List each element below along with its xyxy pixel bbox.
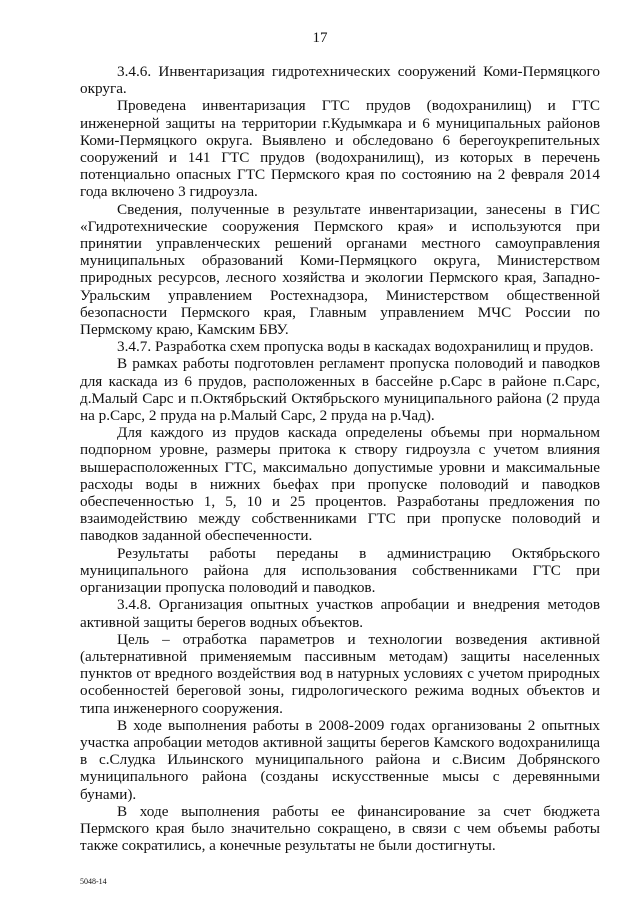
- section-heading-3-4-8: 3.4.8. Организация опытных участков апробации и внедрения методов активной защиты берегов водных объектов.: [80, 596, 600, 631]
- paragraph: Для каждого из прудов каскада определены объемы при нормальном подпорном уровне, размеры притока к створу гидроузла с учетом влияния вышерасположенных ГТС, максимально допустимые уровни и максимальные расходы воды в нижних бьефах при пропуске половодий и паводков обеспеченностью 1, 5, 10 и 25 процентов. Разработаны предложения по взаимодействию между собственниками ГТС при пропуске половодий и паводков заданной обеспеченности.: [80, 424, 600, 545]
- document-code: 5048-14: [80, 877, 107, 886]
- document-body: [80, 63, 600, 854]
- paragraph: Цель – отработка параметров и технологии возведения активной (альтернативной применяемым пассивным методам) защиты населенных пунктов от вредного воздействия вод в натурных условиях с учетом природных особенностей береговой зоны, гидрологического режима водных объектов и типа инженерного сооружения.: [80, 630, 600, 717]
- paragraph: Сведения, полученные в результате инвентаризации, занесены в ГИС «Гидротехнические сооружения Пермского края» и используются при принятии управленческих решений органами местного самоуправления муниципальных образований Коми-Пермяцкого округа, Министерством природных ресурсов, лесного хозяйства и экологии Пермского края, Западно-Уральским управлением Ростехнадзора, Министерством общественной безопасности Пермского края, Главным управлением МЧС России по Пермскому краю, Камским БВУ.: [80, 200, 600, 339]
- section-heading-3-4-6: 3.4.6. Инвентаризация гидротехнических сооружений Коми-Пермяцкого округа.: [80, 63, 600, 98]
- paragraph: В рамках работы подготовлен регламент пропуска половодий и паводков для каскада из 6 прудов, расположенных в бассейне р.Сарс в районе п.Сарс, д.Малый Сарс и п.Октябрьский Октябрьского муниципального района (2 пруда на р.Сарс, 2 пруда на р.Малый Сарс, 2 пруда на р.Чад).: [80, 355, 600, 425]
- paragraph: В ходе выполнения работы ее финансирование за счет бюджета Пермского края было значительно сокращено, в связи с чем объемы работы также сократились, а конечные результаты не были достигнуты.: [80, 802, 600, 855]
- paragraph: В ходе выполнения работы в 2008-2009 годах организованы 2 опытных участка апробации методов активной защиты берегов Камского водохранилища в с.Слудка Ильинского муниципального района и с.Висим Добрянского муниципального района (созданы искусственные мысы с деревянными бунами).: [80, 716, 600, 803]
- section-heading-3-4-7: 3.4.7. Разработка схем пропуска воды в каскадах водохранилищ и прудов.: [117, 338, 594, 356]
- paragraph: Результаты работы переданы в администрацию Октябрьского муниципального района для использования собственниками ГТС при организации пропуска половодий и паводков.: [80, 544, 600, 597]
- page-number: 17: [312, 30, 328, 46]
- paragraph: Проведена инвентаризация ГТС прудов (водохранилищ) и ГТС инженерной защиты на территории г.Кудымкара и 6 муниципальных районов Коми-Пермяцкого округа. Выявлено и обследовано 6 берегоукрепительных сооружений и 141 ГТС прудов (водохранилищ), из которых в перечень потенциально опасных ГТС Пермского края по состоянию на 2 февраля 2014 года включено 3 гидроузла.: [80, 97, 600, 201]
